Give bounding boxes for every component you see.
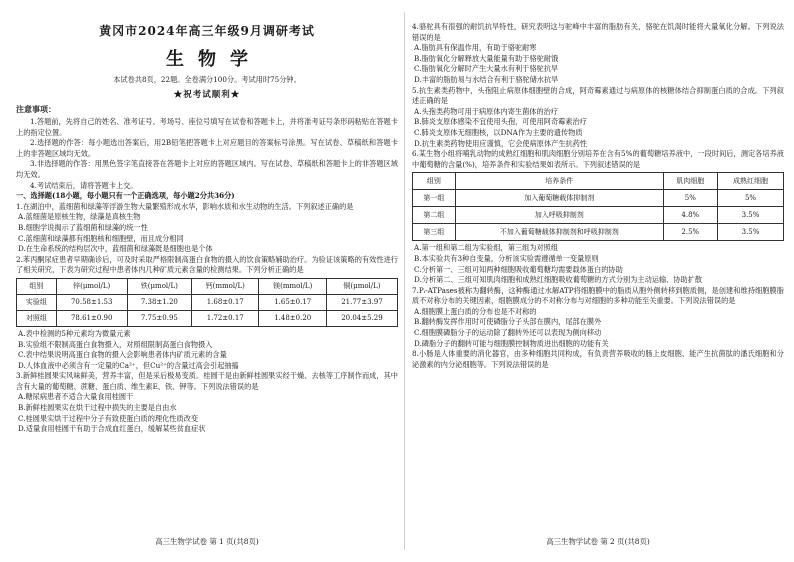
table-cell: 20.04±5.29	[326, 310, 397, 326]
table-cell: 3.5%	[718, 207, 784, 224]
question-5-option-b: B.肺炎支原体感染不宜使用头孢，可使用阿奇霉素治疗	[414, 117, 587, 127]
exam-title: 黄冈市2024年高三年级9月调研考试	[99, 24, 315, 38]
question-6-option-b: B.本实验共有3种自变量，分析该实验需遵循单一变量原则	[414, 253, 599, 263]
table-cell: 78.61±0.90	[56, 310, 127, 326]
question-1-option-d: D.在生命系统的结构层次中，蓝细菌和绿藻既是细胞也是个体	[18, 244, 213, 254]
table-header-cell: 锌(μmol/L)	[56, 278, 127, 294]
question-2-option-b: B.实验组不限制高蛋白食物摄入，对照组限制高蛋白食物摄入	[18, 339, 213, 349]
question-4-option-b: B.脂肪氧化分解释放大量能量有助于骆驼耐饿	[414, 53, 559, 63]
table-cell: 1.48±0.20	[259, 310, 326, 326]
exam-info: 本试卷共8页，22题。全卷满分100分。考试用时75分钟。	[113, 75, 301, 84]
table-row	[17, 310, 398, 326]
question-3-option-d: D.适量食用桂圆干有助于合成血红蛋白，缓解某些贫血症状	[18, 424, 206, 434]
question-6-option-d: D.分析第二、三组可知肌肉细胞和成熟红细胞吸收葡萄糖的方式分别为主动运输、协助扩散	[414, 275, 703, 285]
table-cell: 实验组	[17, 294, 57, 310]
question-7-option-c: C.细胞膜磷脂分子的运动除了翻转外还可以表现为侧向移动	[414, 328, 602, 338]
table-cell: 7.38±1.20	[127, 294, 191, 310]
table-row	[413, 224, 784, 241]
question-3-option-b: B.新鲜桂圆果实在烘干过程中损失的主要是自由水	[18, 403, 177, 413]
question-4-option-a: A.脂肪具有保温作用，有助于骆驼耐寒	[414, 43, 537, 53]
table-header-cell: 培养条件	[455, 173, 663, 190]
note-item: 1.答题前，先将自己的姓名、准考证号、考场号、座位号填写在试卷和答题卡上，并将准考证号条形码粘贴在答题卡上的指定位置。	[16, 117, 398, 137]
question-1-option-c: C.蓝细菌和绿藻都有细胞核和细胞壁，而且成分相同	[18, 233, 184, 243]
table-row	[17, 294, 398, 310]
table-cell: 加入葡萄糖载体抑制剂	[455, 190, 663, 207]
table-header-cell: 成熟红细胞	[718, 173, 784, 190]
table-cell: 第一组	[413, 190, 456, 207]
table-cell: 1.72±0.17	[191, 310, 258, 326]
question-5-option-c: C.肺炎支原体无细胞核，以DNA作为主要的遗传物质	[414, 127, 583, 137]
question-2-option-a: A.表中检测的5种元素均为微量元素	[18, 328, 131, 338]
table-cell: 2.5%	[663, 224, 717, 241]
table-header-cell: 铜(μmol/L)	[326, 278, 397, 294]
table-cell: 第三组	[413, 224, 456, 241]
question-3-option-a: A.糖尿病患者不适合大量食用桂圆干	[18, 392, 134, 402]
table-cell: 1.68±0.17	[191, 294, 258, 310]
table-row	[413, 190, 784, 207]
question-4-stem: 4.骆驼具有很强的耐饥抗旱特性，研究表明这与驼峰中丰富的脂肪有关，骆驼在饥渴时能将大量氧化分解。下列说法错误的是	[412, 22, 784, 42]
table-cell: 21.77±3.97	[326, 294, 397, 310]
table-cell: 4.8%	[663, 207, 717, 224]
question-2-option-d: D.人体血液中必须含有一定量的Ca²⁺，但Cu²⁺的含量过高会引起抽搐	[18, 360, 239, 370]
table-cell: 7.75±0.95	[127, 310, 191, 326]
question-3-option-c: C.桂圆果实烘干过程中分子有致使蛋白质的理化性质改变	[18, 413, 199, 423]
table-header-row	[17, 278, 398, 294]
table-header-cell: 组别	[17, 278, 57, 294]
question-7-option-d: D.磷脂分子的翻转可能与细胞膜控制物质进出细胞的功能有关	[414, 338, 609, 348]
question-6-option-c: C.分析第一、三组可知两种细胞吸收葡萄糖均需要载体蛋白的协助	[414, 264, 623, 274]
table-header-cell: 镁(mmol/L)	[259, 278, 326, 294]
note-item: 2.选择题的作答：每小题选出答案后，用2B铅笔把答题卡上对应题目的答案标号涂黑。写在试卷、草稿纸和答题卡上的非答题区域均无效。	[16, 138, 398, 158]
question-1-option-a: A.蓝细菌是原核生物，绿藻是真核生物	[18, 212, 141, 222]
question-2-option-c: C.表中结果说明高蛋白食物的摄入会影响患者体内矿质元素的含量	[18, 350, 227, 360]
question-3-stem: 3.新鲜桂圆果实风味鲜美，营养丰富，但是采后极易变质。桂圆干是由新鲜桂圆果实经干燥、去核等工序制作而成，其中含有大量的葡萄糖、蔗糖、蛋白质、维生素E、铁、钾等。下列说法错误的是	[16, 371, 398, 391]
notes-title: 注意事项：	[16, 104, 56, 114]
question-5-option-d: D.抗生素类药物使用应谨慎，它会使病原体产生抗药性	[414, 138, 588, 148]
good-luck-banner: ★祝考试顺利★	[173, 90, 241, 100]
question-5-option-a: A.头孢类药物可用于病原体内寄生菌体的治疗	[414, 106, 559, 116]
question-4-option-d: D.丰富的脂肪易与水结合有利于骆驼储水抗旱	[414, 74, 559, 84]
table-cell: 3.5%	[718, 224, 784, 241]
note-item: 4.考试结束后，请将答题卡上交。	[30, 180, 138, 190]
table-header-cell: 组别	[413, 173, 456, 190]
question-8-stem: 8.小肠是人体重要的消化器官，由多种细胞共同构成，有负责营养吸收的肠上皮细胞、能产生抗菌肽的潘氏细胞和分泌激素的内分泌细胞等。下列说法错误的是	[412, 349, 784, 369]
table-cell: 5%	[663, 190, 717, 207]
question-7-option-a: A.细胞膜上蛋白质的分布也是不对称的	[414, 306, 537, 316]
table-header-cell: 钙(mmol/L)	[191, 278, 258, 294]
question-7-stem: 7.Pᵢ-ATPases被称为翻转酶，这种酶通过水解ATP将细胞膜中的脂质从胞外侧转移到胞质侧，是创建和维持细胞膜脂质不对称分布的关键因素，细胞膜成分的不对称分布与对细胞的多种功能至关重要。下列说法错误的是	[412, 285, 784, 306]
question-6-table	[412, 172, 784, 241]
question-1-option-b: B.细胞学说揭示了蓝细菌和绿藻的统一性	[18, 222, 148, 232]
page-2-footer: 高三生物学试卷 第 2 页(共8页)	[546, 537, 650, 546]
table-cell: 5%	[718, 190, 784, 207]
table-cell: 70.58±1.53	[56, 294, 127, 310]
table-cell: 1.65±0.17	[259, 294, 326, 310]
question-6-option-a: A.第一组和第二组为实验组，第三组为对照组	[414, 243, 559, 253]
question-1-stem: 1.在湖泊中，蓝细菌和绿藻等浮游生物大量繁殖形成水华，影响水质和水生动物的生活。下列叙述正确的是	[16, 201, 354, 211]
section-heading: 一、选择题(18小题，每小题只有一个正确选项，每小题2分共36分)	[16, 191, 235, 201]
table-header-row	[413, 173, 784, 190]
question-6-stem: 6.某生物小组将哺乳动物的成熟红细胞和肌肉细胞分别培养在含有5%的葡萄糖培养液中，一段时间后，测定各培养液中葡萄糖的含量(%)，培养条件和实验结果如表所示。下列叙述错误的是	[412, 149, 784, 169]
table-header-cell: 铁(μmol/L)	[127, 278, 191, 294]
table-cell: 不加入葡萄糖载体抑制剂和呼吸抑制剂	[455, 224, 663, 241]
subject-title: 生物学	[166, 49, 262, 70]
table-cell: 加入呼吸抑制剂	[455, 207, 663, 224]
page-1-column	[16, 22, 398, 435]
table-header-cell: 肌肉细胞	[663, 173, 717, 190]
note-item: 3.非选择题的作答：用黑色签字笔直接答在答题卡上对应的答题区域内。写在试卷、草稿纸和答题卡上的非答题区域均无效。	[16, 159, 398, 179]
question-2-table	[16, 278, 398, 327]
table-cell: 对照组	[17, 310, 57, 326]
question-2-stem: 2.苯丙酮尿症患者早期确诊后，可及时采取严格限制高蛋白食物的摄入的饮食策略辅助治疗。为验证该策略的有效性进行了相关研究，下表为研究过程中患者体内几种矿质元素含量的检测结果。下列分析正确的是	[16, 254, 398, 275]
table-row	[413, 207, 784, 224]
table-cell: 第二组	[413, 207, 456, 224]
page-1-footer: 高三生物学试卷 第 1 页(共8页)	[155, 537, 259, 546]
page-2-column	[412, 22, 784, 370]
question-7-option-b: B.翻转酶发挥作用时可使磷脂分子头部在膜内，尾部在膜外	[414, 317, 602, 327]
page-divider	[404, 12, 405, 550]
question-4-option-c: C.脂肪氧化分解时产生大量水有利于骆驼抗旱	[414, 64, 559, 74]
question-5-stem: 5.抗生素类药物中，头孢阻止病原体细胞壁的合成，阿奇霉素通过与病原体的核糖体结合抑制蛋白质的合成。下列叙述正确的是	[412, 85, 784, 106]
